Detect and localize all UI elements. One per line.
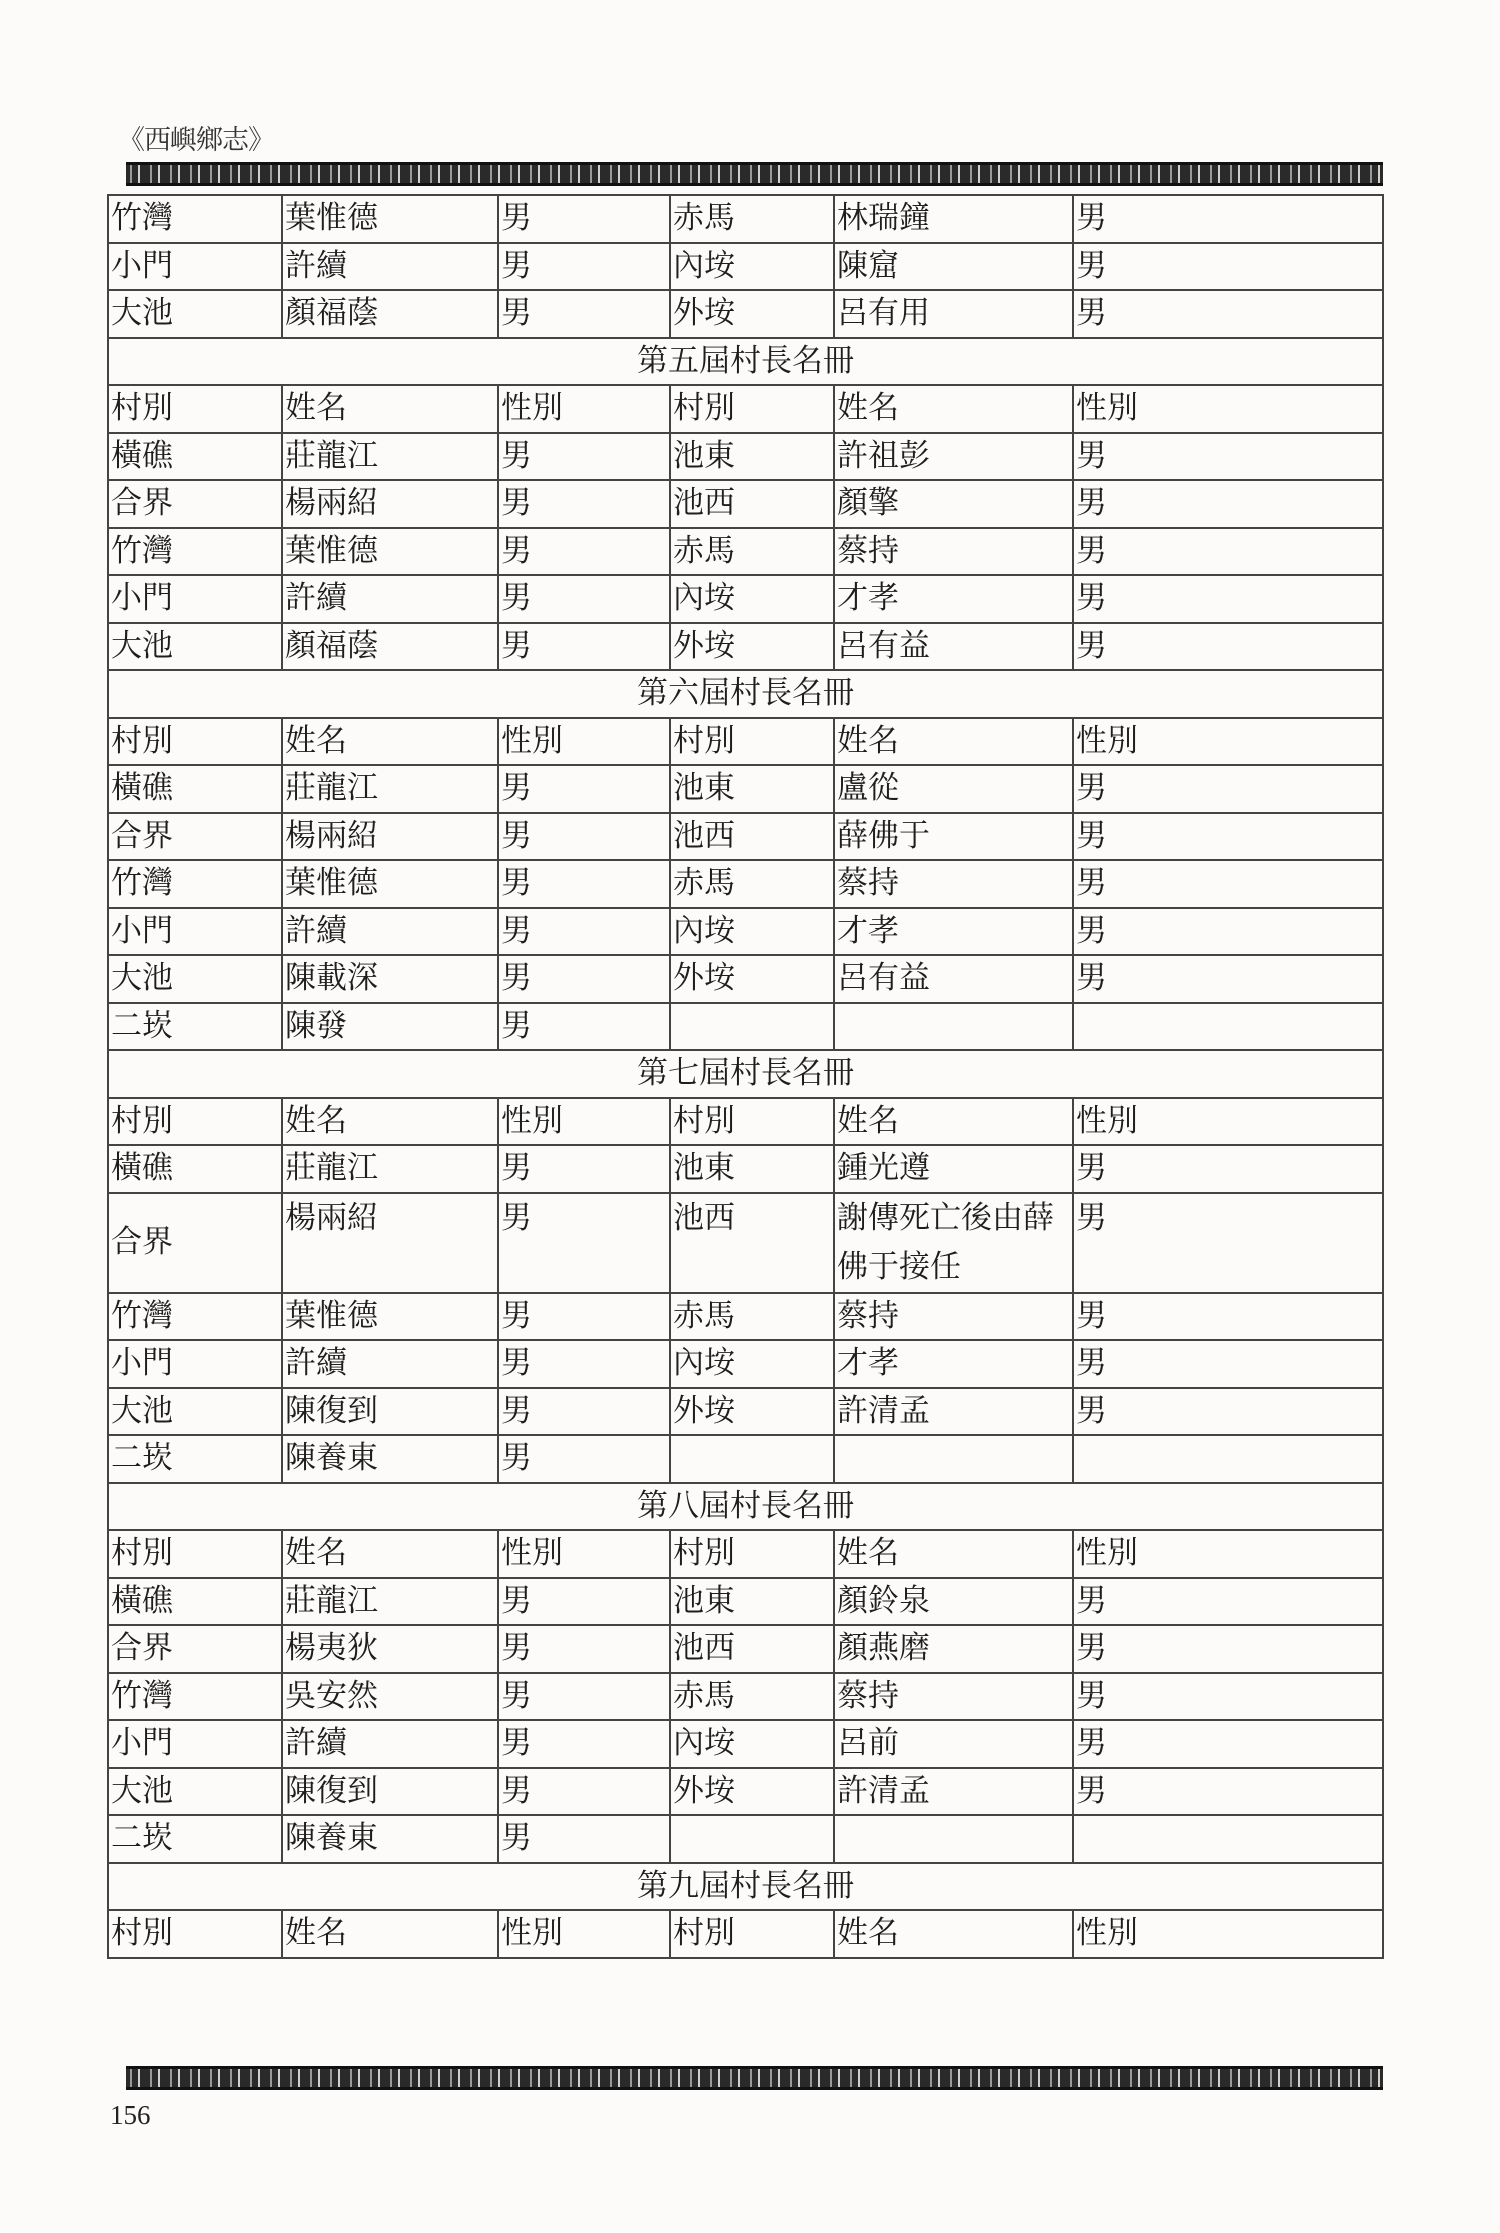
- table-row: [108, 1768, 1383, 1816]
- cell-village: 池西: [670, 1193, 834, 1293]
- cell-gender: 男: [498, 290, 670, 338]
- cell-village: 大池: [108, 1388, 282, 1436]
- column-header-gender: 性別: [1073, 1098, 1383, 1146]
- cell-name: 陳復到: [282, 1768, 498, 1816]
- decorative-border-top: [126, 162, 1383, 186]
- cell-name: 呂前: [834, 1720, 1073, 1768]
- cell-name: 許續: [282, 1720, 498, 1768]
- village-chief-roster-table: [107, 194, 1384, 1959]
- cell-name: 許祖彭: [834, 433, 1073, 481]
- column-header-gender: 性別: [498, 1530, 670, 1578]
- column-header-name: 姓名: [834, 718, 1073, 766]
- cell-name: 許清孟: [834, 1768, 1073, 1816]
- cell-gender: 男: [1073, 1293, 1383, 1341]
- column-header-row: [108, 385, 1383, 433]
- cell-gender: 男: [498, 1340, 670, 1388]
- table-row: [108, 1578, 1383, 1626]
- cell-name: 許續: [282, 243, 498, 291]
- cell-name: 莊龍江: [282, 1578, 498, 1626]
- cell-gender: [1073, 1435, 1383, 1483]
- cell-gender: 男: [498, 1578, 670, 1626]
- cell-village: 二崁: [108, 1435, 282, 1483]
- table-row: [108, 1388, 1383, 1436]
- cell-name: 陳發: [282, 1003, 498, 1051]
- table-row: [108, 1340, 1383, 1388]
- section-title-row: [108, 1050, 1383, 1098]
- column-header-gender: 性別: [498, 385, 670, 433]
- table-row: [108, 1003, 1383, 1051]
- cell-name: 莊龍江: [282, 433, 498, 481]
- cell-village: 赤馬: [670, 1293, 834, 1341]
- cell-gender: 男: [498, 1768, 670, 1816]
- cell-village: 合界: [108, 1193, 282, 1293]
- cell-name: 吳安然: [282, 1673, 498, 1721]
- cell-gender: 男: [1073, 1145, 1383, 1193]
- cell-village: 橫礁: [108, 433, 282, 481]
- cell-name: [834, 1815, 1073, 1863]
- column-header-name: 姓名: [282, 718, 498, 766]
- table-row: [108, 290, 1383, 338]
- column-header-village: 村別: [670, 385, 834, 433]
- cell-village: 橫礁: [108, 1578, 282, 1626]
- cell-name: 陳養東: [282, 1435, 498, 1483]
- table-row: [108, 528, 1383, 576]
- cell-village: [670, 1435, 834, 1483]
- cell-gender: 男: [1073, 290, 1383, 338]
- cell-village: 合界: [108, 480, 282, 528]
- cell-name: 顏鈴泉: [834, 1578, 1073, 1626]
- cell-gender: 男: [498, 908, 670, 956]
- section-title: 第九屆村長名冊: [108, 1863, 1383, 1911]
- cell-name: 陳窟: [834, 243, 1073, 291]
- cell-name: 莊龍江: [282, 765, 498, 813]
- table-row: [108, 1145, 1383, 1193]
- page-number: 156: [110, 2100, 151, 2130]
- cell-village: 外垵: [670, 623, 834, 671]
- cell-gender: [1073, 1815, 1383, 1863]
- cell-village: 內垵: [670, 243, 834, 291]
- cell-name: 顏福蔭: [282, 290, 498, 338]
- cell-gender: 男: [1073, 1340, 1383, 1388]
- column-header-village: 村別: [670, 718, 834, 766]
- cell-name: 楊夷狄: [282, 1625, 498, 1673]
- cell-village: 赤馬: [670, 860, 834, 908]
- cell-village: 內垵: [670, 908, 834, 956]
- cell-village: 赤馬: [670, 195, 834, 243]
- cell-gender: 男: [498, 195, 670, 243]
- cell-name: 葉惟德: [282, 195, 498, 243]
- cell-village: 小門: [108, 243, 282, 291]
- cell-village: 小門: [108, 908, 282, 956]
- column-header-village: 村別: [108, 1530, 282, 1578]
- cell-village: 竹灣: [108, 1673, 282, 1721]
- table-row: [108, 955, 1383, 1003]
- cell-gender: 男: [1073, 623, 1383, 671]
- cell-gender: 男: [498, 480, 670, 528]
- cell-village: 池西: [670, 813, 834, 861]
- cell-name: 許續: [282, 575, 498, 623]
- table-row: [108, 908, 1383, 956]
- cell-name: 楊兩紹: [282, 813, 498, 861]
- cell-village: 內垵: [670, 1720, 834, 1768]
- cell-village: 二崁: [108, 1003, 282, 1051]
- column-header-row: [108, 718, 1383, 766]
- cell-village: 內垵: [670, 575, 834, 623]
- cell-gender: 男: [498, 575, 670, 623]
- cell-name: 薛佛于: [834, 813, 1073, 861]
- column-header-name: 姓名: [282, 385, 498, 433]
- cell-name: 才孝: [834, 1340, 1073, 1388]
- table-row: [108, 575, 1383, 623]
- cell-name: 葉惟德: [282, 528, 498, 576]
- cell-village: 橫礁: [108, 765, 282, 813]
- cell-gender: 男: [498, 1720, 670, 1768]
- cell-gender: 男: [498, 1435, 670, 1483]
- column-header-village: 村別: [670, 1098, 834, 1146]
- cell-village: 池東: [670, 1145, 834, 1193]
- cell-village: 竹灣: [108, 1293, 282, 1341]
- cell-village: 二崁: [108, 1815, 282, 1863]
- cell-gender: 男: [1073, 1625, 1383, 1673]
- cell-gender: 男: [1073, 1673, 1383, 1721]
- cell-name: 蔡持: [834, 1293, 1073, 1341]
- running-head-book-title: 《西嶼鄉志》: [118, 125, 274, 156]
- table-row: [108, 480, 1383, 528]
- cell-gender: 男: [1073, 575, 1383, 623]
- cell-gender: 男: [498, 528, 670, 576]
- cell-gender: 男: [498, 1293, 670, 1341]
- table-row: [108, 243, 1383, 291]
- cell-village: 內垵: [670, 1340, 834, 1388]
- cell-gender: 男: [498, 433, 670, 481]
- section-title: 第八屆村長名冊: [108, 1483, 1383, 1531]
- cell-gender: 男: [1073, 1388, 1383, 1436]
- cell-name: 陳養東: [282, 1815, 498, 1863]
- cell-gender: 男: [1073, 1768, 1383, 1816]
- cell-gender: 男: [498, 1388, 670, 1436]
- table-row: [108, 195, 1383, 243]
- cell-gender: 男: [1073, 1720, 1383, 1768]
- cell-village: 竹灣: [108, 195, 282, 243]
- table-row: [108, 623, 1383, 671]
- table-row: [108, 1435, 1383, 1483]
- cell-village: 外垵: [670, 290, 834, 338]
- decorative-border-bottom: [126, 2066, 1383, 2090]
- cell-gender: 男: [1073, 195, 1383, 243]
- cell-name: 鍾光遵: [834, 1145, 1073, 1193]
- cell-name: 許清孟: [834, 1388, 1073, 1436]
- table-row: [108, 1193, 1383, 1293]
- table-row: [108, 765, 1383, 813]
- table-row: [108, 1673, 1383, 1721]
- column-header-village: 村別: [108, 1098, 282, 1146]
- cell-name: 蔡持: [834, 528, 1073, 576]
- column-header-name: 姓名: [834, 1530, 1073, 1578]
- cell-village: 竹灣: [108, 528, 282, 576]
- column-header-name: 姓名: [834, 385, 1073, 433]
- cell-gender: 男: [1073, 480, 1383, 528]
- cell-name: 楊兩紹: [282, 480, 498, 528]
- table-row: [108, 433, 1383, 481]
- cell-gender: 男: [1073, 528, 1383, 576]
- table-row: [108, 1720, 1383, 1768]
- cell-gender: 男: [498, 243, 670, 291]
- column-header-gender: 性別: [1073, 718, 1383, 766]
- cell-village: 池西: [670, 1625, 834, 1673]
- cell-gender: 男: [1073, 765, 1383, 813]
- cell-gender: 男: [1073, 860, 1383, 908]
- table-row: [108, 1815, 1383, 1863]
- cell-village: 池西: [670, 480, 834, 528]
- section-title: 第五屆村長名冊: [108, 338, 1383, 386]
- cell-village: 外垵: [670, 1768, 834, 1816]
- cell-gender: 男: [498, 1003, 670, 1051]
- cell-village: 大池: [108, 623, 282, 671]
- cell-gender: 男: [1073, 433, 1383, 481]
- cell-village: 小門: [108, 1340, 282, 1388]
- column-header-gender: 性別: [1073, 1530, 1383, 1578]
- cell-village: 池東: [670, 433, 834, 481]
- section-title-row: [108, 338, 1383, 386]
- section-title: 第六屆村長名冊: [108, 670, 1383, 718]
- column-header-row: [108, 1098, 1383, 1146]
- cell-name: 蔡持: [834, 860, 1073, 908]
- cell-village: 橫礁: [108, 1145, 282, 1193]
- cell-gender: 男: [498, 860, 670, 908]
- cell-name: [834, 1003, 1073, 1051]
- column-header-gender: 性別: [1073, 385, 1383, 433]
- cell-name: 顏燕磨: [834, 1625, 1073, 1673]
- cell-village: [670, 1003, 834, 1051]
- cell-gender: 男: [498, 1625, 670, 1673]
- cell-name: 顏擎: [834, 480, 1073, 528]
- column-header-village: 村別: [108, 1910, 282, 1958]
- cell-village: 池東: [670, 1578, 834, 1626]
- section-title: 第七屆村長名冊: [108, 1050, 1383, 1098]
- section-title-row: [108, 1483, 1383, 1531]
- cell-name: 顏福蔭: [282, 623, 498, 671]
- cell-village: 合界: [108, 813, 282, 861]
- table-row: [108, 860, 1383, 908]
- cell-village: 大池: [108, 955, 282, 1003]
- cell-name: 呂有益: [834, 623, 1073, 671]
- cell-village: 大池: [108, 1768, 282, 1816]
- column-header-gender: 性別: [1073, 1910, 1383, 1958]
- column-header-gender: 性別: [498, 1910, 670, 1958]
- cell-gender: 男: [498, 1673, 670, 1721]
- table-row: [108, 1625, 1383, 1673]
- section-title-row: [108, 1863, 1383, 1911]
- cell-name: 葉惟德: [282, 1293, 498, 1341]
- cell-name: 楊兩紹: [282, 1193, 498, 1293]
- column-header-name: 姓名: [834, 1098, 1073, 1146]
- cell-gender: 男: [1073, 955, 1383, 1003]
- column-header-village: 村別: [108, 385, 282, 433]
- cell-name: 許續: [282, 1340, 498, 1388]
- column-header-gender: 性別: [498, 718, 670, 766]
- column-header-name: 姓名: [282, 1098, 498, 1146]
- cell-village: 小門: [108, 1720, 282, 1768]
- column-header-name: 姓名: [834, 1910, 1073, 1958]
- cell-gender: 男: [498, 955, 670, 1003]
- cell-village: [670, 1815, 834, 1863]
- cell-gender: 男: [498, 623, 670, 671]
- column-header-village: 村別: [670, 1910, 834, 1958]
- section-title-row: [108, 670, 1383, 718]
- cell-gender: 男: [498, 813, 670, 861]
- cell-gender: [1073, 1003, 1383, 1051]
- cell-gender: 男: [1073, 1578, 1383, 1626]
- cell-gender: 男: [498, 1815, 670, 1863]
- cell-name: 許續: [282, 908, 498, 956]
- column-header-name: 姓名: [282, 1530, 498, 1578]
- cell-name: 呂有用: [834, 290, 1073, 338]
- cell-name: 陳載深: [282, 955, 498, 1003]
- table-row: [108, 1293, 1383, 1341]
- cell-name: 林瑞鐘: [834, 195, 1073, 243]
- column-header-name: 姓名: [282, 1910, 498, 1958]
- cell-village: 外垵: [670, 1388, 834, 1436]
- cell-village: 外垵: [670, 955, 834, 1003]
- cell-gender: 男: [1073, 243, 1383, 291]
- cell-name: 葉惟德: [282, 860, 498, 908]
- cell-gender: 男: [1073, 1193, 1383, 1293]
- cell-village: 小門: [108, 575, 282, 623]
- cell-name: 呂有益: [834, 955, 1073, 1003]
- cell-village: 竹灣: [108, 860, 282, 908]
- cell-gender: 男: [1073, 908, 1383, 956]
- cell-name: 盧從: [834, 765, 1073, 813]
- cell-name: 謝傳死亡後由薛佛于接任: [834, 1193, 1073, 1293]
- cell-village: 池東: [670, 765, 834, 813]
- cell-gender: 男: [498, 1145, 670, 1193]
- column-header-gender: 性別: [498, 1098, 670, 1146]
- cell-village: 赤馬: [670, 1673, 834, 1721]
- cell-name: 蔡持: [834, 1673, 1073, 1721]
- column-header-village: 村別: [670, 1530, 834, 1578]
- column-header-village: 村別: [108, 718, 282, 766]
- cell-gender: 男: [498, 1193, 670, 1293]
- cell-village: 赤馬: [670, 528, 834, 576]
- column-header-row: [108, 1910, 1383, 1958]
- cell-name: 才孝: [834, 575, 1073, 623]
- cell-name: 莊龍江: [282, 1145, 498, 1193]
- cell-village: 大池: [108, 290, 282, 338]
- cell-name: 才孝: [834, 908, 1073, 956]
- cell-name: [834, 1435, 1073, 1483]
- column-header-row: [108, 1530, 1383, 1578]
- cell-name: 陳復到: [282, 1388, 498, 1436]
- cell-gender: 男: [1073, 813, 1383, 861]
- table-row: [108, 813, 1383, 861]
- cell-gender: 男: [498, 765, 670, 813]
- cell-village: 合界: [108, 1625, 282, 1673]
